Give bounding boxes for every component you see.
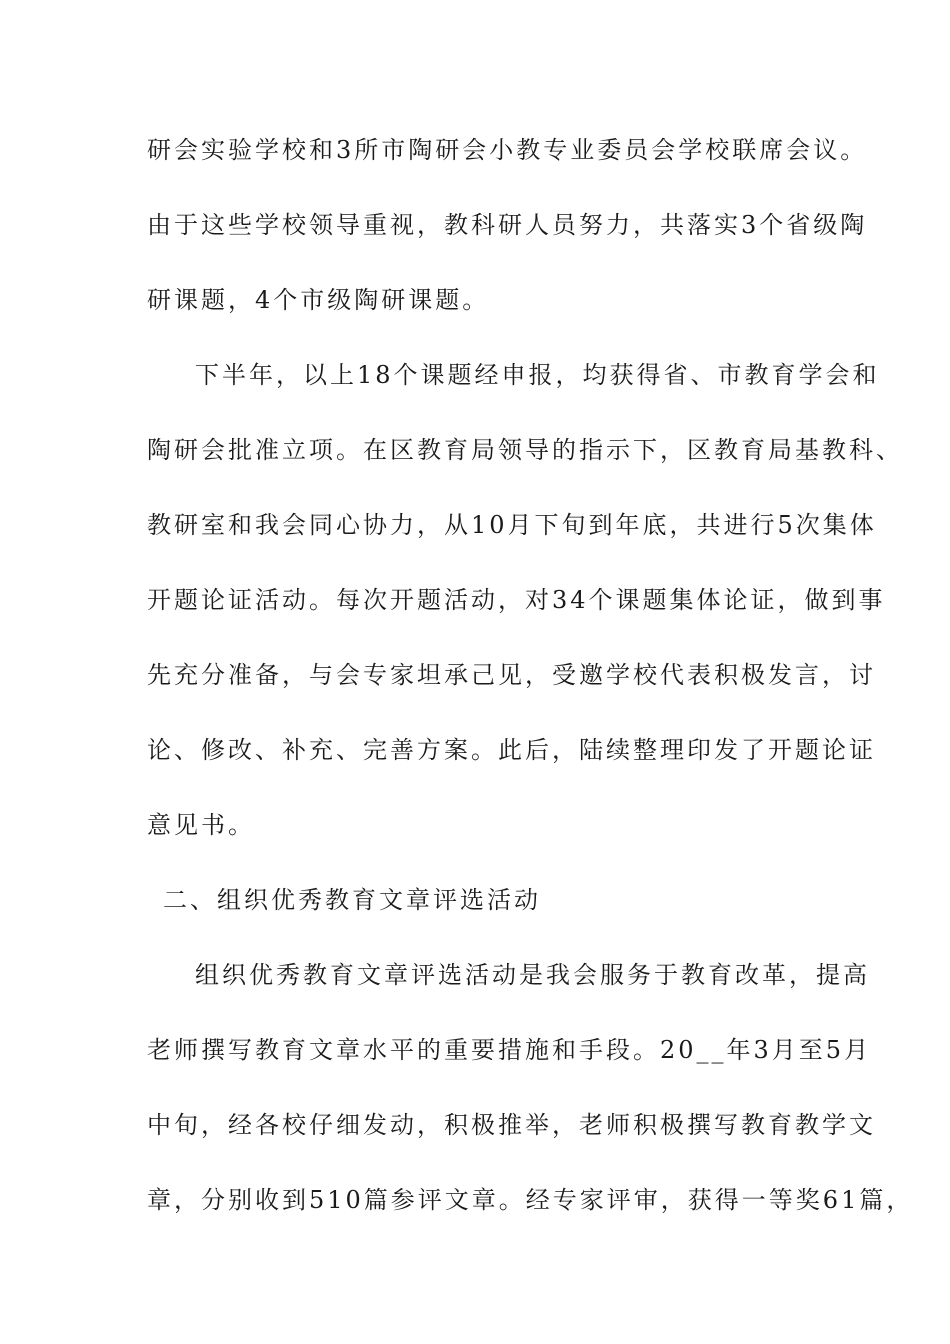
paragraph-line: 陶研会批准立项。在区教育局领导的指示下，区教育局基教科、 [147,436,903,464]
paragraph-line: 中旬，经各校仔细发动，积极推举，老师积极撰写教育教学文 [147,1111,876,1139]
paragraph-line: 组织优秀教育文章评选活动是我会服务于教育改革，提高 [195,961,870,989]
section-heading: 二、组织优秀教育文章评选活动 [163,886,541,914]
paragraph-line: 下半年，以上18个课题经申报，均获得省、市教育学会和 [195,361,880,389]
paragraph-line: 老师撰写教育文章水平的重要措施和手段。20__年3月至5月 [147,1036,872,1064]
paragraph-line: 论、修改、补充、完善方案。此后，陆续整理印发了开题论证 [147,736,876,764]
paragraph-line: 教研室和我会同心协力，从10月下旬到年底，共进行5次集体 [147,511,877,539]
paragraph-line: 章，分别收到510篇参评文章。经专家评审，获得一等奖61篇， [147,1186,914,1214]
paragraph-line: 由于这些学校领导重视，教科研人员努力，共落实3个省级陶 [147,211,868,239]
paragraph-line: 开题论证活动。每次开题活动，对34个课题集体论证，做到事 [147,586,886,614]
paragraph-line: 研课题，4个市级陶研课题。 [147,286,490,314]
paragraph-line: 意见书。 [147,811,255,839]
paragraph-line: 研会实验学校和3所市陶研会小教专业委员会学校联席会议。 [147,136,868,164]
paragraph-line: 先充分准备，与会专家坦承己见，受邀学校代表积极发言，讨 [147,661,876,689]
